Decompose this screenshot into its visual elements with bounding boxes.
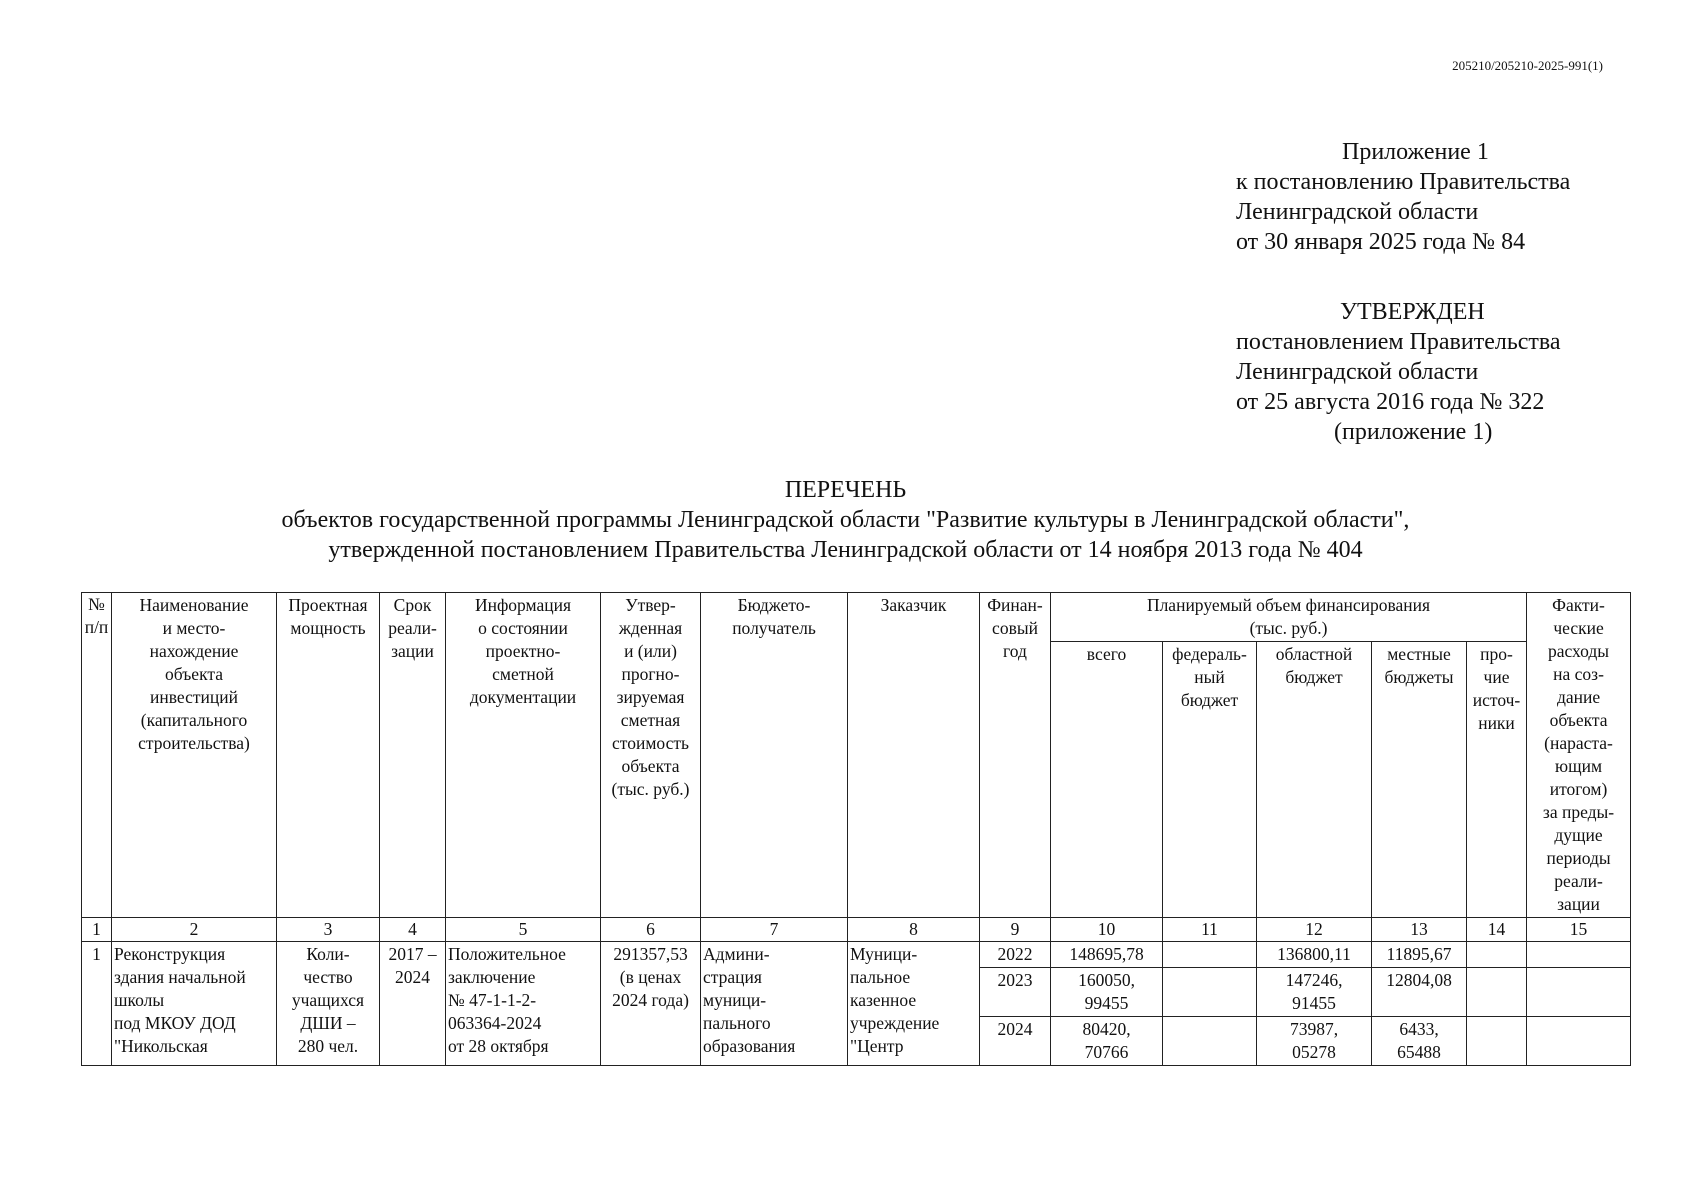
total-cell: 148695,78 xyxy=(1051,942,1163,968)
header-capacity: Проектная мощность xyxy=(277,593,380,918)
document-title xyxy=(0,475,1691,565)
other-cell xyxy=(1467,1017,1527,1066)
object-docs-info: Положительное заключение № 47-1-1-2- 063364-2024 от 28 октября xyxy=(446,942,601,1066)
col-number: 15 xyxy=(1527,918,1631,942)
actual-cell xyxy=(1527,942,1631,968)
col-number: 13 xyxy=(1372,918,1467,942)
object-recipient: Админи- страция муници- пального образования xyxy=(701,942,848,1066)
header-name: Наименование и место- нахождение объекта инвестиций (капитального строительства) xyxy=(112,593,277,918)
header-term: Срок реали- зации xyxy=(380,593,446,918)
col-number: 5 xyxy=(446,918,601,942)
row-num: 1 xyxy=(82,942,112,1066)
header-actual-expenses: Факти- ческие расходы на соз- дание объекта (нараста- ющим итогом) за преды- дущие периоды реали- зации xyxy=(1527,593,1631,918)
object-name: Реконструкция здания начальной школы под МКОУ ДОД "Никольская xyxy=(112,942,277,1066)
col-number: 8 xyxy=(848,918,980,942)
object-cost: 291357,53 (в ценах 2024 года) xyxy=(601,942,701,1066)
appendix-line-1: Приложение 1 xyxy=(1342,139,1489,165)
col-number: 10 xyxy=(1051,918,1163,942)
header-fin-year: Финан- совый год xyxy=(980,593,1051,918)
actual-cell xyxy=(1527,1017,1631,1066)
col-number: 3 xyxy=(277,918,380,942)
regional-cell: 136800,11 xyxy=(1257,942,1372,968)
col-number: 11 xyxy=(1163,918,1257,942)
header-row-1 xyxy=(82,593,1631,642)
col-number: 2 xyxy=(112,918,277,942)
title-line-2: объектов государственной программы Ленинградской области "Развитие культуры в Ленинградской области", xyxy=(281,507,1410,533)
other-cell xyxy=(1467,942,1527,968)
col-number: 14 xyxy=(1467,918,1527,942)
col-number: 9 xyxy=(980,918,1051,942)
appendix-line-2: к постановлению Правительства xyxy=(1236,169,1571,195)
object-customer: Муници- пальное казенное учреждение "Центр xyxy=(848,942,980,1066)
col-number: 6 xyxy=(601,918,701,942)
header-planned-financing: Планируемый объем финансирования (тыс. руб.) xyxy=(1051,593,1527,642)
header-recipient: Бюджето- получатель xyxy=(701,593,848,918)
title-main: ПЕРЕЧЕНЬ xyxy=(784,477,907,503)
col-number: 4 xyxy=(380,918,446,942)
approved-line-3: Ленинградской области xyxy=(1236,359,1479,385)
approved-line-5: (приложение 1) xyxy=(1334,419,1493,445)
other-cell xyxy=(1467,968,1527,1017)
header-docs-info: Информация о состоянии проектно- сметной документации xyxy=(446,593,601,918)
header-cost: Утвер- жденная и (или) прогно- зируемая сметная стоимость объекта (тыс. руб.) xyxy=(601,593,701,918)
col-number: 12 xyxy=(1257,918,1372,942)
approved-line-2: постановлением Правительства xyxy=(1236,329,1561,355)
year-cell: 2024 xyxy=(980,1017,1051,1066)
objects-table xyxy=(81,592,1631,1066)
object-capacity: Коли- чество учащихся ДШИ – 280 чел. xyxy=(277,942,380,1066)
regional-cell: 147246, 91455 xyxy=(1257,968,1372,1017)
document-id: 205210/205210-2025-991(1) xyxy=(1452,58,1603,73)
col-number: 7 xyxy=(701,918,848,942)
title-line-3: утвержденной постановлением Правительства Ленинградской области от 14 ноября 2013 года № 404 xyxy=(328,537,1363,563)
total-cell: 80420, 70766 xyxy=(1051,1017,1163,1066)
object-term: 2017 – 2024 xyxy=(380,942,446,1066)
appendix-line-3: Ленинградской области xyxy=(1236,199,1479,225)
approved-line-1: УТВЕРЖДЕН xyxy=(1340,299,1485,325)
appendix-block xyxy=(1236,137,1570,257)
approved-block xyxy=(1236,297,1561,447)
table-row xyxy=(82,942,1631,968)
local-cell: 11895,67 xyxy=(1372,942,1467,968)
header-total: всего xyxy=(1051,642,1163,918)
column-number-row xyxy=(82,918,1631,942)
header-num: № п/п xyxy=(82,593,112,918)
federal-cell xyxy=(1163,942,1257,968)
actual-cell xyxy=(1527,968,1631,1017)
local-cell: 12804,08 xyxy=(1372,968,1467,1017)
local-cell: 6433, 65488 xyxy=(1372,1017,1467,1066)
appendix-line-4: от 30 января 2025 года № 84 xyxy=(1236,229,1526,255)
year-cell: 2023 xyxy=(980,968,1051,1017)
approved-line-4: от 25 августа 2016 года № 322 xyxy=(1236,389,1545,415)
year-cell: 2022 xyxy=(980,942,1051,968)
federal-cell xyxy=(1163,968,1257,1017)
federal-cell xyxy=(1163,1017,1257,1066)
header-local: местные бюджеты xyxy=(1372,642,1467,918)
header-other: про- чие источ- ники xyxy=(1467,642,1527,918)
total-cell: 160050, 99455 xyxy=(1051,968,1163,1017)
header-customer: Заказчик xyxy=(848,593,980,918)
regional-cell: 73987, 05278 xyxy=(1257,1017,1372,1066)
header-federal: федераль- ный бюджет xyxy=(1163,642,1257,918)
header-regional: областной бюджет xyxy=(1257,642,1372,918)
col-number: 1 xyxy=(82,918,112,942)
